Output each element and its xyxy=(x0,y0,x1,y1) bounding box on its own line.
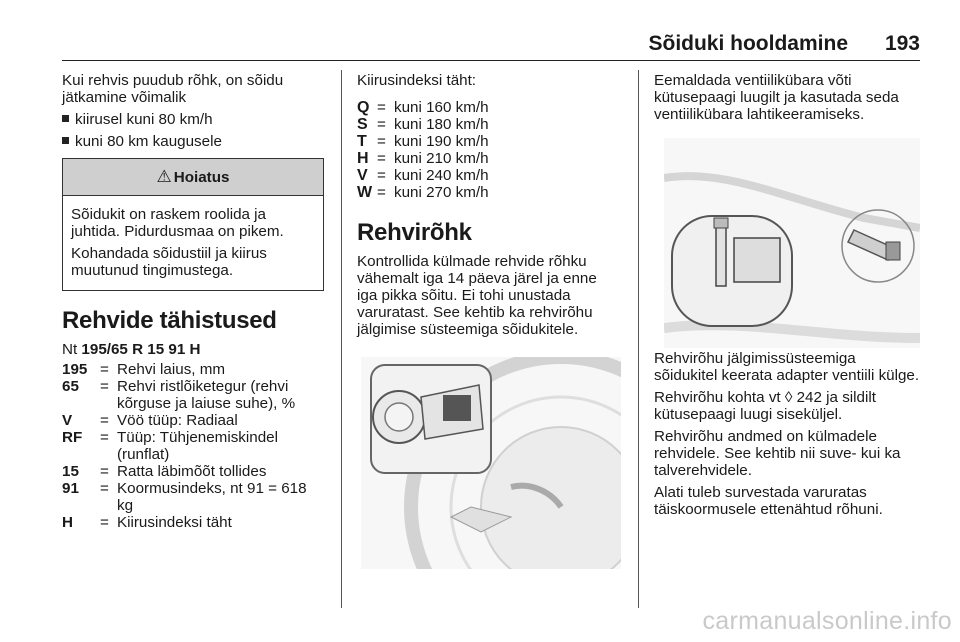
page-reference-icon: ◊ xyxy=(784,389,793,406)
tyre-pressure-text: Kontrollida külmade rehvide rõhku vähemalt iga 14 päeva järel ja enne iga pikka sõitu. Ei tohi unustada varuratast. See kehtib ka rehvirõhu jälgimise süsteemiga sõidukitele. xyxy=(357,253,597,338)
warning-header xyxy=(63,159,323,196)
definition-row: 91 = Koormusindeks, nt 91 = 618 kg xyxy=(62,480,307,514)
speed-index-list xyxy=(357,99,621,201)
column-divider xyxy=(341,70,342,608)
speed-row: V = kuni 240 km/h xyxy=(357,167,489,184)
definition-row: RF = Tüüp: Tühjenemiskindel (runflat) xyxy=(62,429,278,463)
definition-row: 15 = Ratta läbimõõt tollides xyxy=(62,463,267,480)
warning-paragraph: Kohandada sõidustiil ja kiirus muutunud tingimustega. xyxy=(71,245,267,279)
definition-row: 65 = Rehvi ristlõiketegur (rehvi kõrguse ja laiuse suhe), % xyxy=(62,378,296,412)
bullet-icon xyxy=(62,137,69,144)
bullet-item: kuni 80 km kaugusele xyxy=(62,133,324,150)
instruction-text: Rehvirõhu andmed on külmadele rehvidele. See kehtib nii suve- kui ka talverehvidele. xyxy=(654,428,901,479)
page-header xyxy=(62,14,920,61)
intro-text: Kui rehvis puudub rõhk, on sõidu jätkamine võimalik xyxy=(62,72,284,106)
instruction-text: Alati tuleb survestada varuratas täiskoormusele ettenähtud rõhuni. xyxy=(654,484,883,518)
instruction-text: Rehvirõhu jälgimissüsteemiga sõidukitel keerata adapter ventiili külge. xyxy=(654,350,920,384)
warning-box xyxy=(62,158,324,291)
page-number: 193 xyxy=(884,32,920,55)
warning-title: Hoiatus xyxy=(173,169,230,186)
section-heading: Rehvirõhk xyxy=(357,219,472,246)
bullet-icon xyxy=(62,115,69,122)
definition-row: V = Vöö tüüp: Radiaal xyxy=(62,412,238,429)
column-1 xyxy=(62,72,324,531)
bullet-item: kiirusel kuni 80 km/h xyxy=(62,111,324,128)
speed-row: Q = kuni 160 km/h xyxy=(357,99,489,116)
column-divider xyxy=(638,70,639,608)
warning-triangle-icon: ⚠ xyxy=(156,167,172,186)
column-2 xyxy=(357,72,621,343)
warning-body xyxy=(63,196,323,290)
section-heading: Rehvide tähistused xyxy=(62,307,277,334)
speed-row: H = kuni 210 km/h xyxy=(357,150,489,167)
definition-list xyxy=(62,361,324,531)
definition-row: H = Kiirusindeksi täht xyxy=(62,514,232,531)
speed-row: S = kuni 180 km/h xyxy=(357,116,489,133)
speed-row: W = kuni 270 km/h xyxy=(357,184,489,201)
speed-intro: Kiirusindeksi täht: xyxy=(357,72,477,89)
instruction-text: Rehvirõhu kohta vt ◊ 242 ja sildilt kütusepaagi luugi siseküljel. xyxy=(654,389,876,423)
speed-row: T = kuni 190 km/h xyxy=(357,133,489,150)
page-title: Sõiduki hooldamine xyxy=(648,32,848,55)
warning-paragraph: Sõidukit on raskem roolida ja juhtida. Pidurdusmaa on pikem. xyxy=(71,206,284,240)
watermark: carmanualsonline.info xyxy=(702,607,952,635)
tyre-valve-illustration xyxy=(361,357,621,569)
example-code: 195/65 R 15 91 H xyxy=(81,341,201,358)
example-line: Nt 195/65 R 15 91 H xyxy=(62,341,201,358)
valve-adapter-illustration xyxy=(664,138,920,348)
definition-row: 195 = Rehvi laius, mm xyxy=(62,361,226,378)
instruction-text: Eemaldada ventiilikübara võti kütusepaagi luugilt ja kasutada seda ventiilikübara lahtikeeramiseks. xyxy=(654,72,899,123)
page-reference[interactable]: 242 xyxy=(796,389,822,406)
